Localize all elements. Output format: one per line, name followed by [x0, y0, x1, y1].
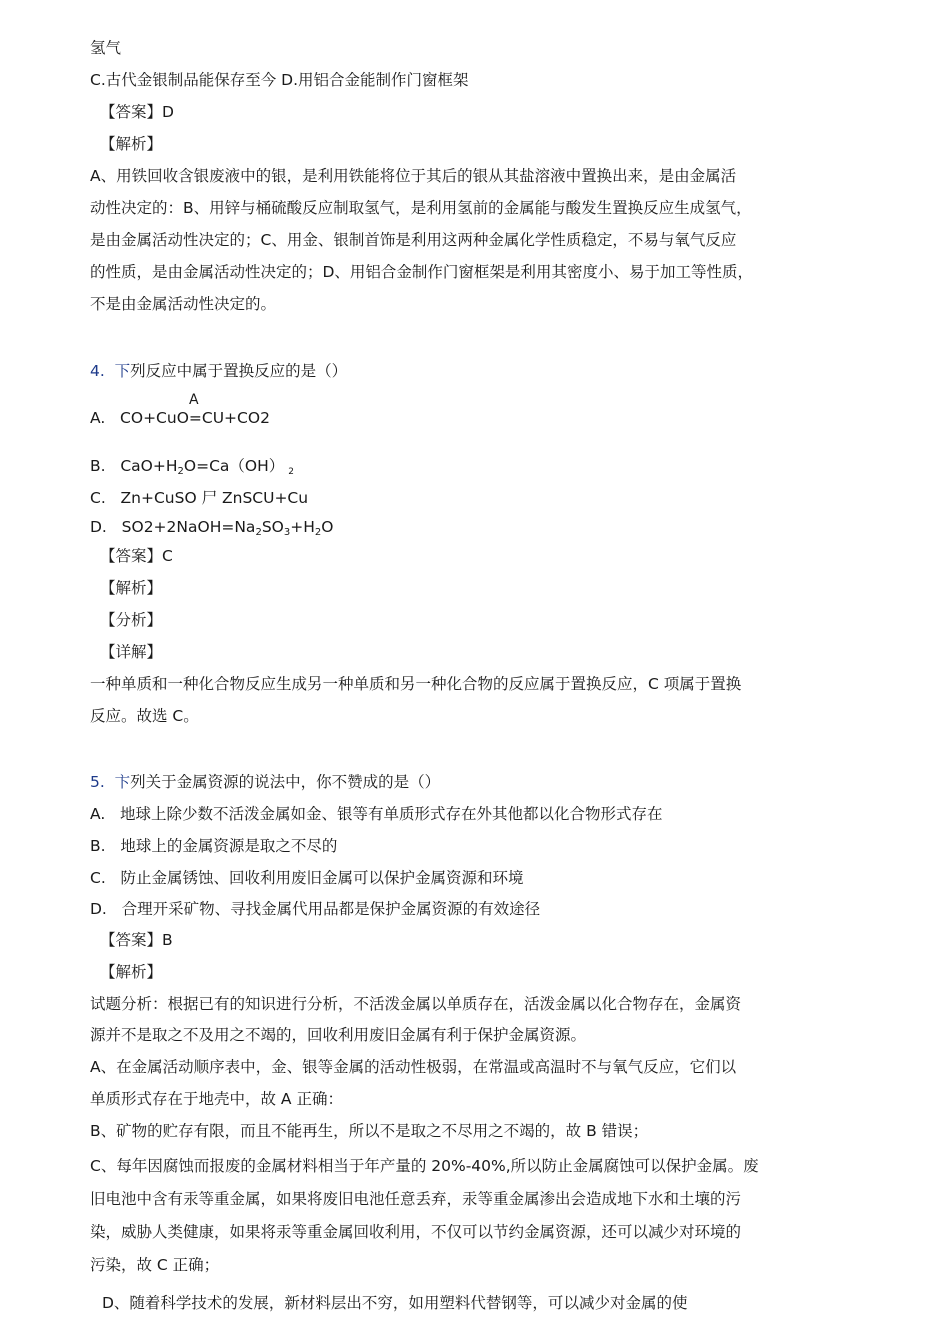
option-a: [90, 803, 663, 825]
detail-line: 一种单质和一种化合物反应生成另一种单质和另一种化合物的反应属于置换反应，C 项属于置换: [90, 675, 742, 693]
formula-subscript: 2: [288, 467, 294, 477]
explanation-line: 是由金属活动性决定的；C、用金、银制首饰是利用这两种金属化学性质稳定，不易与氧气反应: [90, 231, 737, 249]
explanation-line: 试题分析：根据已有的知识进行分析，不活泼金属以单质存在，活泼金属以化合物存在，金属资: [90, 995, 742, 1013]
detail-label: 【详解】: [100, 643, 163, 661]
option-d: [90, 516, 333, 538]
option-prefix: A.: [90, 805, 106, 823]
explanation-line: 旧电池中含有汞等重金属，如果将废旧电池任意丢弃，汞等重金属渗出会造成地下水和土壤的污: [90, 1190, 742, 1208]
formula-part: +H: [290, 518, 315, 536]
question-stem: 列反应中属于置换反应的是（）: [130, 362, 348, 380]
explanation-line: A、用铁回收含银废液中的银，是利用铁能将位于其后的银从其盐溶液中置换出来，是由金属活: [90, 167, 737, 185]
option-b: [90, 835, 337, 857]
option-c: [90, 487, 308, 509]
question-number: 5.: [90, 773, 105, 791]
explanation-line: A、在金属活动顺序表中，金、银等金属的活动性极弱，在常温或高温时不与氧气反应，它们以: [90, 1058, 737, 1076]
option-fragment: 氢气: [90, 39, 122, 57]
question-number: 4.: [90, 362, 105, 380]
option-prefix: A.: [90, 409, 106, 427]
option-prefix: B.: [90, 837, 106, 855]
formula-subscript: 2: [314, 527, 322, 538]
explanation-line: 不是由金属活动性决定的。: [90, 295, 277, 313]
option-prefix: C.: [90, 489, 106, 507]
option-d: [90, 898, 540, 920]
option-prefix: C.: [90, 869, 106, 887]
option-text: Zn+CuSO 尸 ZnSCU+Cu: [120, 489, 309, 507]
formula-subscript: 3: [283, 527, 291, 538]
explanation-line: B、矿物的贮存有限，而且不能再生，所以不是取之不尽用之不竭的，故 B 错误；: [90, 1122, 649, 1140]
detail-line: 反应。故选 C。: [90, 707, 199, 725]
explanation-line: D、随着科学技术的发展，新材料层出不穷，如用塑料代替钢等，可以减少对金属的使: [102, 1294, 688, 1312]
option-text: 防止金属锈蚀、回收利用废旧金属可以保护金属资源和环境: [120, 869, 524, 887]
explanation-line: 单质形式存在于地壳中，故 A 正确：: [90, 1090, 343, 1108]
answer-label: 【答案】C: [100, 547, 173, 565]
option-a: [90, 407, 270, 429]
analysis-label: 【解析】: [100, 135, 163, 153]
answer-label: 【答案】D: [100, 103, 174, 121]
explanation-line: 动性决定的：B、用锌与桶硫酸反应制取氢气，是利用氢前的金属能与酸发生置换反应生成氢气，: [90, 199, 752, 217]
question-stem-first-char: 下: [114, 362, 131, 380]
option-prefix: D.: [90, 518, 107, 536]
option-c: [90, 867, 524, 889]
fenxi-label: 【分析】: [100, 611, 163, 629]
question-stem-first-char: 卞: [114, 773, 131, 791]
answer-label: 【答案】B: [100, 931, 173, 949]
formula-part: O: [321, 518, 334, 536]
explanation-line: 染，威胁人类健康，如果将汞等重金属回收利用，不仅可以节约金属资源，还可以减少对环境的: [90, 1223, 742, 1241]
option-prefix: B.: [90, 457, 106, 475]
analysis-label: 【解析】: [100, 963, 163, 981]
option-b: [90, 455, 294, 483]
question-stem: 列关于金属资源的说法中，你不赞成的是（）: [130, 773, 441, 791]
formula-part: SO2+2NaOH=Na: [121, 518, 256, 536]
option-text: 地球上的金属资源是取之不尽的: [120, 837, 338, 855]
question-4-stem: [90, 360, 347, 382]
formula-subscript: 2: [177, 466, 184, 477]
reaction-condition-mark: A: [189, 392, 199, 408]
formula-part: O=Ca（OH）: [183, 457, 285, 475]
analysis-label: 【解析】: [100, 579, 163, 597]
option-prefix: D.: [90, 900, 107, 918]
question-5-stem: [90, 771, 440, 793]
explanation-line: 污染，故 C 正确；: [90, 1256, 220, 1274]
explanation-line: 的性质，是由金属活动性决定的；D、用铝合金制作门窗框架是利用其密度小、易于加工等性质，: [90, 263, 753, 281]
option-text: 地球上除少数不活泼金属如金、银等有单质形式存在外其他都以化合物形式存在: [120, 805, 663, 823]
explanation-line: C、每年因腐蚀而报废的金属材料相当于年产量的 20%-40%,所以防止金属腐蚀可以保护金属。废: [90, 1157, 759, 1175]
option-text: 合理开采矿物、寻找金属代用品都是保护金属资源的有效途径: [121, 900, 541, 918]
option-text: CO+CuO=CU+CO2: [120, 409, 270, 427]
formula-part: SO: [261, 518, 284, 536]
options-c-d: C.古代金银制品能保存至今 D.用铝合金能制作门窗框架: [90, 71, 469, 89]
explanation-line: 源并不是取之不及用之不竭的，回收利用废旧金属有利于保护金属资源。: [90, 1026, 587, 1044]
formula-part: CaO+H: [120, 457, 178, 475]
formula-subscript: 2: [255, 527, 262, 538]
